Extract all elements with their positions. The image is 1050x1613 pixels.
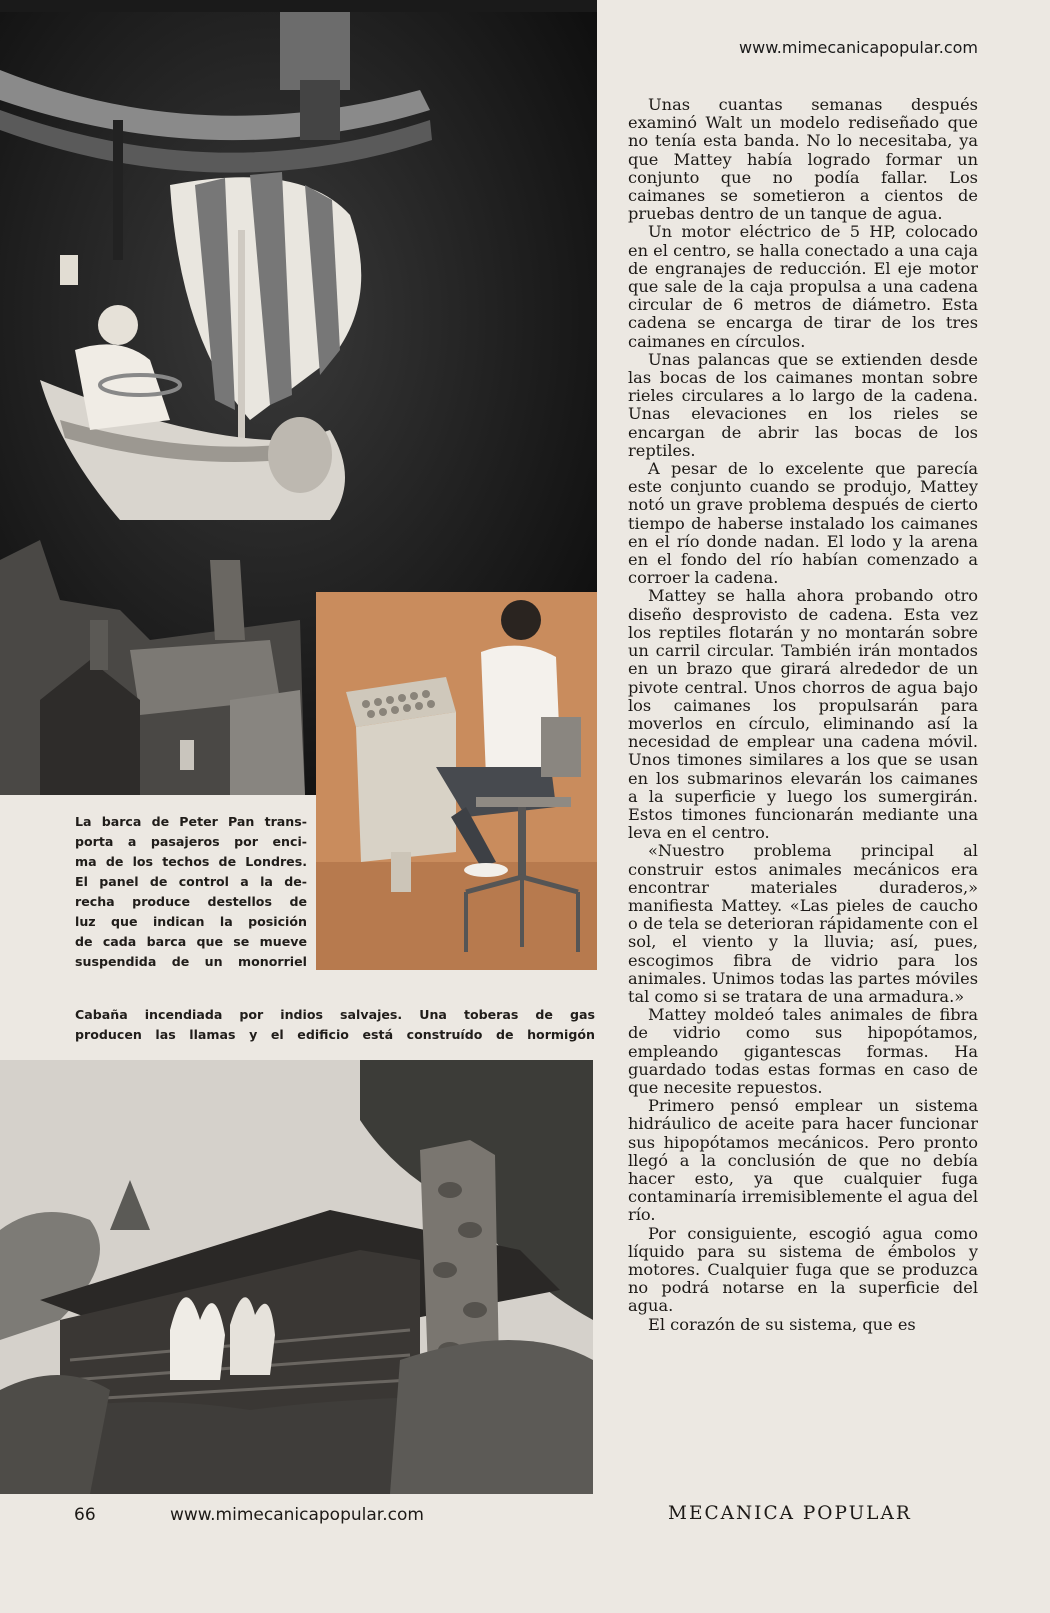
article-paragraph: Por consiguiente, escogió agua como líquido para su sistema de émbolos y motores. Cualquier fuga que se produzca no podrá notarse en la superficie del agua. — [628, 1223, 978, 1316]
article-paragraph: «Nuestro problema principal al construir estos animales mecánicos era encontrar materiales duraderos,» manifiesta Mattey. «Las pieles de caucho o de tela se deterioran rápidamente con el sol, el viento y la lluvia; así, pues, escogimos fibra de vidrio para los animales. Unimos todas las partes móviles tal como si se tratara de una armadura.» — [628, 841, 978, 1006]
magazine-name: MECANICA POPULAR — [668, 1503, 912, 1524]
cabin-caption — [75, 1005, 595, 1045]
peter-pan-caption — [75, 812, 307, 972]
article-paragraph: Primero pensó emplear un sistema hidráulico de aceite para hacer funcionar sus hipopótamos mecánicos. Pero pronto llegó a la conclusión de que no debía hacer esto, ya que cualquier fuga contaminaría irremisiblemente el agua del río. — [628, 1096, 978, 1225]
article-paragraph: El corazón de su sistema, que es — [648, 1314, 916, 1334]
caption-line: recha produce destellos de — [75, 894, 307, 909]
caption-line: ma de los techos de Londres. — [75, 854, 307, 869]
control-panel-photo — [316, 592, 597, 970]
article-paragraph: A pesar de lo excelente que parecía este conjunto cuando se produjo, Mattey notó un grave problema después de cierto tiempo de haberse instalado los caimanes en el río donde nadan. El lodo y la arena en el fondo del río habían comenzado a corroer la cadena. — [628, 459, 978, 588]
caption-line: Cabaña incendiada por indios salvajes. Una toberas de gas — [75, 1007, 595, 1022]
page-number: 66 — [74, 1505, 96, 1525]
article-paragraph: Un motor eléctrico de 5 HP, colocado en el centro, se halla conectado a una caja de engranajes de reducción. El eje motor que sale de la caja propulsa a una cadena circular de 6 metros de diámetro. Esta cadena se encarga de tirar de los tres caimanes en círculos. — [628, 222, 978, 351]
caption-line: La barca de Peter Pan trans- — [75, 814, 307, 829]
caption-line: suspendida de un monorriel — [75, 954, 307, 969]
footer-url: www.mimecanicapopular.com — [170, 1505, 424, 1525]
caption-line: El panel de control a la de- — [75, 874, 307, 889]
caption-line: luz que indican la posición — [75, 914, 307, 929]
header-url: www.mimecanicapopular.com — [739, 38, 978, 57]
article-paragraph: Mattey se halla ahora probando otro diseño desprovisto de cadena. Esta vez los reptiles flotarán y no montarán sobre un carril circular. También irán montados en un brazo que girará alrededor de un pivote central. Unos chorros de agua bajo los caimanes los propulsarán para moverlos en círculo, eliminando así la necesidad de emplear una cadena móvil. Unos timones similares a los que se usan en los submarinos elevarán los caimanes a la superficie y luego los sumergirán. Estos timones funcionarán mediante una leva en el centro. — [628, 586, 978, 843]
caption-line: de cada barca que se mueve — [75, 934, 307, 949]
article-paragraph: Unas palancas que se extienden desde las bocas de los caimanes montan sobre rieles circulares a lo largo de la cadena. Unas elevaciones en los rieles se encargan de abrir las bocas de los reptiles. — [628, 349, 978, 460]
article-column — [628, 96, 978, 1334]
burning-cabin-photo — [0, 1060, 593, 1494]
article-paragraph: Mattey moldeó tales animales de fibra de vidrio como sus hipopótamos, empleando gigantescas formas. Ha guardado todas estas formas en caso de que necesite repuestos. — [628, 1005, 978, 1097]
article-paragraph: Unas cuantas semanas después examinó Walt un modelo rediseñado que no tenía esta banda. No lo necesitaba, ya que Mattey había logrado formar un conjunto que no podía fallar. Los caimanes se sometieron a cientos de pruebas dentro de un tanque de agua. — [628, 95, 978, 224]
caption-line: porta a pasajeros por enci- — [75, 834, 307, 849]
caption-line: producen las llamas y el edificio está construído de hormigón — [75, 1027, 595, 1042]
